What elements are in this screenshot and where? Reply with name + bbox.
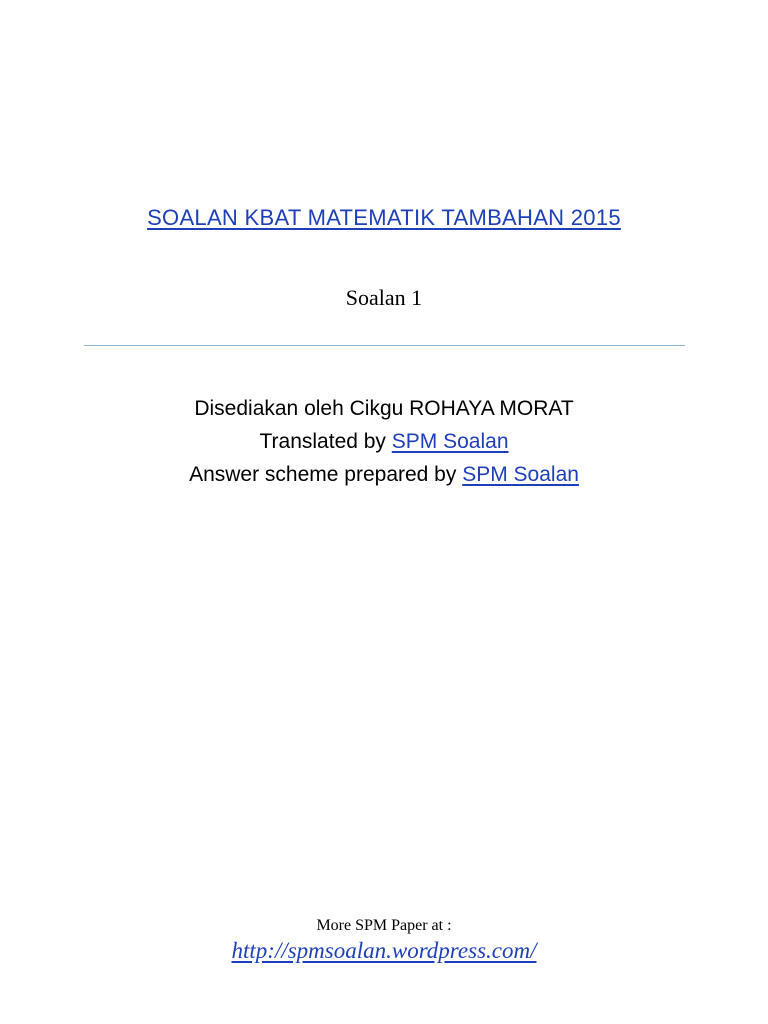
- footer-url-link[interactable]: http://spmsoalan.wordpress.com/: [231, 938, 537, 963]
- translated-by-link[interactable]: SPM Soalan: [391, 430, 509, 453]
- translated-by-label: Translated by: [259, 430, 392, 453]
- footer-url-line: [0, 938, 768, 964]
- more-papers-label: More SPM Paper at :: [316, 917, 452, 934]
- translated-by-line: [0, 425, 768, 458]
- document-title-link[interactable]: SOALAN KBAT MATEMATIK TAMBAHAN 2015: [147, 205, 621, 230]
- divider: [84, 345, 685, 346]
- document-subtitle: Soalan 1: [345, 285, 423, 310]
- answer-scheme-line: [0, 458, 768, 491]
- prepared-by-line: Disediakan oleh Cikgu ROHAYA MORAT: [194, 397, 574, 420]
- answer-scheme-label: Answer scheme prepared by: [189, 463, 463, 486]
- credits-block: [0, 392, 768, 491]
- document-title: [0, 205, 768, 231]
- answer-scheme-link[interactable]: SPM Soalan: [462, 463, 579, 486]
